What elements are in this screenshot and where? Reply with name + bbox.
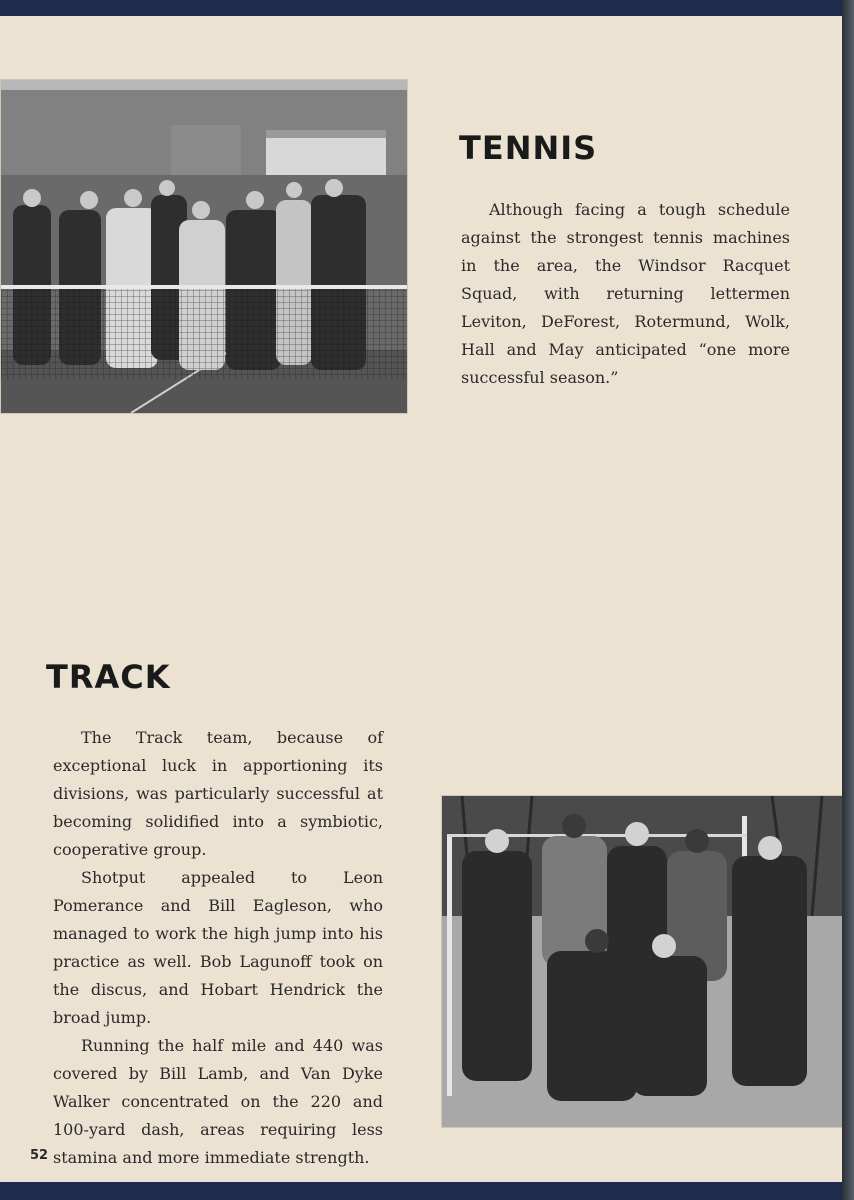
tennis-team-photo xyxy=(0,79,408,414)
track-paragraph: Shotput appealed to Leon Pomerance and Bill Eagleson, who managed to work the high jump into his practice as well. Bob Lagunoff took on the discus, and Hobart Hendrick the broad jump. xyxy=(53,868,383,1027)
book-binding-edge xyxy=(842,0,854,1200)
track-team-photo xyxy=(441,795,842,1128)
yearbook-page xyxy=(0,16,842,1182)
page-number: 52 xyxy=(30,1148,49,1163)
tennis-heading: TENNIS xyxy=(459,129,598,167)
tennis-paragraph xyxy=(461,196,790,392)
track-paragraph: Running the half mile and 440 was covered by Bill Lamb, and Van Dyke Walker concentrated on the 220 and 100-yard dash, areas requiring less stamina and more immediate strength. xyxy=(53,1036,383,1167)
tennis-paragraph-text: Although facing a tough schedule against the strongest tennis machines in the area, the Windsor Racquet Squad, with returning lettermen Leviton, DeForest, Rotermund, Wolk, Hall and May anticipated “one more successful season.” xyxy=(461,200,790,387)
track-paragraph: The Track team, because of exceptional luck in apportioning its divisions, was particularly successful at becoming solidified into a symbiotic, cooperative group. xyxy=(53,728,383,859)
track-heading: TRACK xyxy=(46,658,171,696)
track-paragraphs xyxy=(53,724,383,1172)
